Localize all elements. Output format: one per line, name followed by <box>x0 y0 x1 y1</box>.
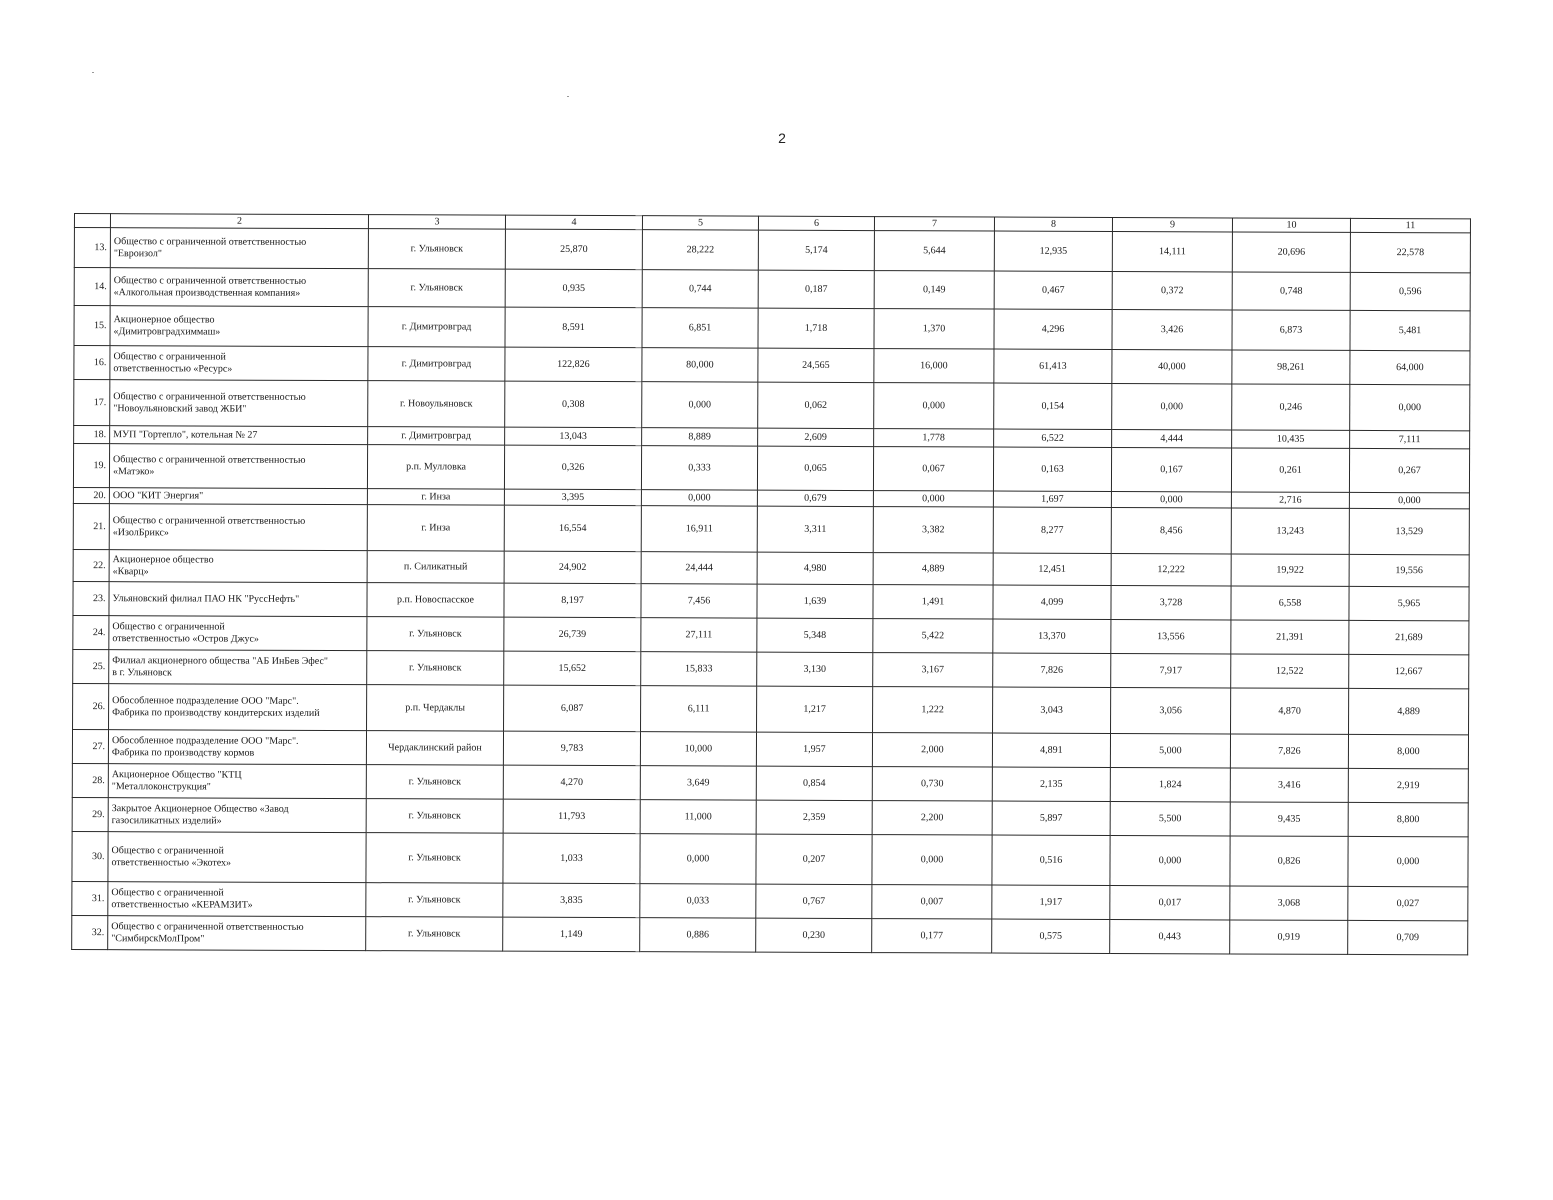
value-cell: 8,197 <box>504 583 641 618</box>
value-cell: 8,277 <box>993 507 1111 553</box>
value-cell: 7,111 <box>1350 430 1470 448</box>
value-cell: 0,065 <box>757 446 873 490</box>
row-number: 17. <box>74 380 110 426</box>
row-number: 16. <box>74 346 110 380</box>
table-row <box>73 549 1469 586</box>
value-cell: 0,748 <box>1232 272 1350 310</box>
row-number: 18. <box>74 426 110 444</box>
organization-name: Общество с ограниченной ответственностью «КЕРАМЗИТ» <box>108 882 366 917</box>
value-cell: 1,917 <box>992 885 1110 919</box>
value-cell: 13,043 <box>505 427 642 446</box>
value-cell: 5,422 <box>873 619 993 653</box>
value-cell: 5,000 <box>1110 733 1230 767</box>
table-row <box>73 444 1469 493</box>
value-cell: 8,889 <box>642 428 758 446</box>
location: г. Ульяновск <box>367 617 504 652</box>
value-cell: 1,491 <box>873 585 993 619</box>
row-number: 15. <box>74 306 110 346</box>
value-cell: 0,230 <box>756 918 872 952</box>
value-cell: 0,308 <box>505 381 642 428</box>
value-cell: 0,017 <box>1110 885 1230 919</box>
header-cell <box>74 214 110 228</box>
value-cell: 2,609 <box>758 428 874 446</box>
header-cell: 3 <box>368 215 505 230</box>
organization-name: Общество с ограниченной ответственностью «Остров Джус» <box>109 616 367 651</box>
value-cell: 2,000 <box>872 733 992 767</box>
row-number: 31. <box>72 881 108 915</box>
location: г. Димитровград <box>368 307 505 348</box>
value-cell: 0,516 <box>992 835 1110 885</box>
value-cell: 3,167 <box>873 653 993 687</box>
value-cell: 4,889 <box>873 553 993 585</box>
table-row <box>74 346 1470 385</box>
value-cell: 1,957 <box>756 732 872 766</box>
organization-name: Акционерное Общество "КТЦ "Металлоконструкция" <box>108 764 366 799</box>
value-cell: 8,591 <box>505 307 642 348</box>
row-number: 32. <box>72 915 108 949</box>
value-cell: 9,783 <box>503 731 640 766</box>
value-cell: 5,348 <box>757 618 873 652</box>
value-cell: 0,730 <box>872 767 992 801</box>
value-cell: 0,000 <box>640 834 756 884</box>
value-cell: 0,333 <box>641 446 757 490</box>
row-number: 25. <box>73 649 109 683</box>
header-cell: 10 <box>1232 218 1350 232</box>
value-cell: 0,067 <box>873 447 993 491</box>
organization-name: ООО "КИТ Энергия" <box>109 488 367 505</box>
value-cell: 6,873 <box>1232 310 1350 350</box>
value-cell: 12,451 <box>993 553 1111 585</box>
location: г. Ульяновск <box>368 269 505 308</box>
value-cell: 0,935 <box>505 269 642 308</box>
table-row <box>72 831 1468 886</box>
value-cell: 1,033 <box>503 833 640 884</box>
value-cell: 16,911 <box>641 506 757 552</box>
value-cell: 8,800 <box>1348 802 1468 836</box>
value-cell: 6,522 <box>994 429 1112 447</box>
organization-name: Обособленное подразделение ООО "Марс". Фабрика по производству кормов <box>108 730 366 765</box>
location: г. Димитровград <box>368 347 505 382</box>
location: г. Ульяновск <box>367 651 504 686</box>
value-cell: 4,270 <box>503 765 640 800</box>
value-cell: 3,382 <box>873 507 993 553</box>
value-cell: 1,222 <box>873 687 993 733</box>
location: г. Инза <box>367 505 504 552</box>
value-cell: 0,596 <box>1350 272 1470 310</box>
value-cell: 5,644 <box>874 231 994 271</box>
value-cell: 0,000 <box>872 835 992 885</box>
location: г. Ульяновск <box>366 799 503 834</box>
value-cell: 1,718 <box>758 308 874 348</box>
value-cell: 22,578 <box>1350 232 1470 272</box>
value-cell: 21,391 <box>1231 620 1349 654</box>
organization-name: МУП "Гортепло", котельная № 27 <box>110 426 368 445</box>
table-row <box>73 615 1469 654</box>
value-cell: 0,744 <box>642 270 758 308</box>
organization-name: Общество с ограниченной ответственностью «ИзолБрикс» <box>109 504 367 551</box>
location: Чердаклинский район <box>366 731 503 766</box>
value-cell: 25,870 <box>505 229 642 270</box>
value-cell: 0,246 <box>1232 384 1350 430</box>
location: р.п. Новоспасское <box>367 583 504 618</box>
table-body <box>72 228 1471 955</box>
value-cell: 0,261 <box>1231 448 1349 492</box>
table-row <box>72 763 1468 802</box>
value-cell: 0,000 <box>641 490 757 506</box>
value-cell: 9,435 <box>1230 802 1348 836</box>
value-cell: 3,068 <box>1230 886 1348 920</box>
organization-name: Филиал акционерного общества "АБ ИнБев Эфес" в г. Ульяновск <box>109 650 367 685</box>
value-cell: 122,826 <box>505 347 642 382</box>
value-cell: 61,413 <box>994 349 1112 383</box>
row-number: 29. <box>72 797 108 831</box>
value-cell: 12,222 <box>1111 553 1231 585</box>
value-cell: 0,000 <box>1348 836 1468 886</box>
value-cell: 4,870 <box>1231 688 1349 734</box>
value-cell: 19,922 <box>1231 554 1349 586</box>
row-number: 26. <box>73 683 109 729</box>
header-cell: 5 <box>642 216 758 230</box>
value-cell: 3,395 <box>504 489 641 506</box>
value-cell: 24,565 <box>758 348 874 382</box>
data-table <box>71 213 1471 955</box>
location: г. Димитровград <box>368 427 505 446</box>
value-cell: 0,154 <box>994 383 1112 429</box>
value-cell: 13,370 <box>993 619 1111 653</box>
value-cell: 3,416 <box>1230 768 1348 802</box>
value-cell: 4,444 <box>1112 429 1232 447</box>
value-cell: 0,826 <box>1230 836 1348 886</box>
location: г. Инза <box>367 489 504 506</box>
value-cell: 0,033 <box>640 884 756 918</box>
value-cell: 24,902 <box>504 551 641 584</box>
row-number: 20. <box>73 487 109 503</box>
value-cell: 12,935 <box>994 231 1112 271</box>
value-cell: 3,311 <box>757 506 873 552</box>
value-cell: 13,243 <box>1231 508 1349 554</box>
value-cell: 7,826 <box>993 653 1111 687</box>
value-cell: 10,000 <box>640 732 756 766</box>
value-cell: 8,456 <box>1111 507 1231 553</box>
value-cell: 0,372 <box>1112 271 1232 309</box>
value-cell: 27,111 <box>641 618 757 652</box>
organization-name: Акционерное общество «Димитровградхиммаш» <box>110 306 368 347</box>
value-cell: 0,679 <box>757 490 873 506</box>
value-cell: 0,000 <box>1112 383 1232 429</box>
value-cell: 28,222 <box>642 230 758 270</box>
header-cell: 8 <box>994 217 1112 231</box>
value-cell: 0,207 <box>756 834 872 884</box>
header-cell: 4 <box>505 215 642 230</box>
value-cell: 80,000 <box>642 348 758 382</box>
value-cell: 1,824 <box>1110 767 1230 801</box>
value-cell: 5,965 <box>1349 586 1469 620</box>
value-cell: 1,370 <box>874 309 994 349</box>
value-cell: 98,261 <box>1232 350 1350 384</box>
organization-name: Обособленное подразделение ООО "Марс". Фабрика по производству кондитерских изделий <box>109 684 367 731</box>
table-row <box>72 729 1468 768</box>
value-cell: 5,174 <box>758 230 874 270</box>
row-number: 30. <box>72 831 108 881</box>
table-row <box>73 581 1469 620</box>
value-cell: 15,833 <box>641 652 757 686</box>
location: г. Ульяновск <box>366 883 503 918</box>
table-row <box>72 915 1468 954</box>
value-cell: 5,500 <box>1110 801 1230 835</box>
value-cell: 3,728 <box>1111 585 1231 619</box>
value-cell: 24,444 <box>641 552 757 584</box>
value-cell: 0,467 <box>994 271 1112 309</box>
value-cell: 1,217 <box>757 686 873 732</box>
value-cell: 0,709 <box>1348 920 1468 954</box>
value-cell: 0,267 <box>1349 448 1469 492</box>
value-cell: 8,000 <box>1348 734 1468 768</box>
value-cell: 4,889 <box>1349 688 1469 734</box>
organization-name: Общество с ограниченной ответственностью «Ресурс» <box>110 346 368 381</box>
row-number: 19. <box>73 444 109 488</box>
row-number: 21. <box>73 503 109 549</box>
row-number: 14. <box>74 268 110 306</box>
row-number: 13. <box>74 228 110 268</box>
value-cell: 3,649 <box>640 766 756 800</box>
header-cell: 6 <box>758 216 874 230</box>
organization-name: Ульяновский филиал ПАО НК "РуссНефть" <box>109 582 367 617</box>
value-cell: 16,000 <box>874 349 994 383</box>
value-cell: 0,000 <box>1349 492 1469 508</box>
value-cell: 0,000 <box>873 491 993 507</box>
organization-name: Общество с ограниченной ответственностью "СимбирскМолПром" <box>108 916 366 951</box>
value-cell: 21,689 <box>1349 620 1469 654</box>
value-cell: 15,652 <box>504 651 641 686</box>
value-cell: 0,187 <box>758 270 874 308</box>
value-cell: 3,043 <box>993 687 1111 733</box>
organization-name: Общество с ограниченной ответственностью «Экотех» <box>108 832 366 883</box>
value-cell: 0,326 <box>504 445 641 490</box>
value-cell: 0,919 <box>1230 920 1348 954</box>
table-row <box>72 881 1468 920</box>
row-number: 24. <box>73 615 109 649</box>
table-row <box>74 228 1470 273</box>
value-cell: 0,163 <box>993 447 1111 491</box>
table-row <box>74 268 1470 311</box>
value-cell: 5,897 <box>992 801 1110 835</box>
value-cell: 0,000 <box>1110 835 1230 885</box>
value-cell: 4,099 <box>993 585 1111 619</box>
value-cell: 6,558 <box>1231 586 1349 620</box>
value-cell: 0,000 <box>874 383 994 429</box>
location: г. Ульяновск <box>366 765 503 800</box>
value-cell: 12,522 <box>1231 654 1349 688</box>
value-cell: 7,826 <box>1230 734 1348 768</box>
value-cell: 0,167 <box>1111 447 1231 491</box>
value-cell: 0,149 <box>874 271 994 309</box>
row-number: 22. <box>73 549 109 581</box>
organization-name: Общество с ограниченной ответственностью "Евроизол" <box>110 228 368 269</box>
row-number: 23. <box>73 581 109 615</box>
location: г. Ульяновск <box>368 229 505 270</box>
organization-name: Общество с ограниченной ответственностью «Матэко» <box>109 444 367 489</box>
value-cell: 1,639 <box>757 584 873 618</box>
value-cell: 1,778 <box>874 429 994 447</box>
value-cell: 3,835 <box>503 883 640 918</box>
value-cell: 7,917 <box>1111 653 1231 687</box>
location: г. Ульяновск <box>366 833 503 884</box>
value-cell: 14,111 <box>1112 231 1232 271</box>
organization-name: Общество с ограниченной ответственностью «Алкогольная производственная компания» <box>110 268 368 307</box>
row-number: 28. <box>72 763 108 797</box>
value-cell: 4,296 <box>994 309 1112 349</box>
value-cell: 1,697 <box>993 491 1111 507</box>
table-row <box>73 503 1469 554</box>
value-cell: 0,854 <box>756 766 872 800</box>
value-cell: 16,554 <box>504 505 641 552</box>
value-cell: 0,000 <box>642 382 758 428</box>
table-row <box>73 649 1469 688</box>
value-cell: 40,000 <box>1112 349 1232 383</box>
value-cell: 3,130 <box>757 652 873 686</box>
value-cell: 2,359 <box>756 800 872 834</box>
location: п. Силикатный <box>367 551 504 584</box>
header-cell: 11 <box>1350 218 1470 232</box>
location: р.п. Чердаклы <box>367 685 504 732</box>
table-row <box>72 797 1468 836</box>
value-cell: 7,456 <box>641 584 757 618</box>
value-cell: 64,000 <box>1350 350 1470 384</box>
location: г. Новоульяновск <box>368 381 505 428</box>
value-cell: 6,087 <box>504 685 641 732</box>
value-cell: 5,481 <box>1350 310 1470 350</box>
organization-name: Закрытое Акционерное Общество «Завод газосиликатных изделий» <box>108 798 366 833</box>
table-row <box>74 380 1470 431</box>
header-cell: 9 <box>1112 217 1232 231</box>
value-cell: 0,443 <box>1110 919 1230 953</box>
value-cell: 0,062 <box>758 382 874 428</box>
header-cell: 2 <box>110 214 368 229</box>
organization-name: Акционерное общество «Кварц» <box>109 550 367 583</box>
organization-name: Общество с ограниченной ответственностью "Новоульяновский завод ЖБИ" <box>110 380 368 427</box>
value-cell: 0,000 <box>1111 491 1231 507</box>
value-cell: 13,556 <box>1111 619 1231 653</box>
value-cell: 19,556 <box>1349 554 1469 586</box>
value-cell: 3,426 <box>1112 309 1232 349</box>
value-cell: 2,200 <box>872 801 992 835</box>
value-cell: 1,149 <box>503 917 640 952</box>
scan-speck <box>92 72 94 73</box>
value-cell: 4,980 <box>757 552 873 584</box>
value-cell: 4,891 <box>992 733 1110 767</box>
value-cell: 0,000 <box>1350 384 1470 430</box>
value-cell: 12,667 <box>1349 654 1469 688</box>
value-cell: 2,716 <box>1231 492 1349 508</box>
table-row <box>73 683 1469 734</box>
value-cell: 0,177 <box>872 919 992 953</box>
value-cell: 11,000 <box>640 800 756 834</box>
value-cell: 0,007 <box>872 885 992 919</box>
value-cell: 26,739 <box>504 617 641 652</box>
value-cell: 0,886 <box>640 918 756 952</box>
location: р.п. Мулловка <box>367 445 504 490</box>
page-number: 2 <box>778 130 786 146</box>
value-cell: 0,767 <box>756 884 872 918</box>
table-row <box>74 306 1470 351</box>
value-cell: 13,529 <box>1349 508 1469 554</box>
value-cell: 3,056 <box>1111 687 1231 733</box>
value-cell: 11,793 <box>503 799 640 834</box>
value-cell: 0,027 <box>1348 886 1468 920</box>
value-cell: 6,851 <box>642 308 758 348</box>
location: г. Ульяновск <box>366 917 503 952</box>
scan-speck <box>567 96 569 97</box>
value-cell: 2,919 <box>1348 768 1468 802</box>
value-cell: 20,696 <box>1232 232 1350 272</box>
value-cell: 0,575 <box>992 919 1110 953</box>
row-number: 27. <box>72 729 108 763</box>
header-cell: 7 <box>874 217 994 231</box>
value-cell: 6,111 <box>641 686 757 732</box>
value-cell: 2,135 <box>992 767 1110 801</box>
value-cell: 10,435 <box>1232 430 1350 448</box>
